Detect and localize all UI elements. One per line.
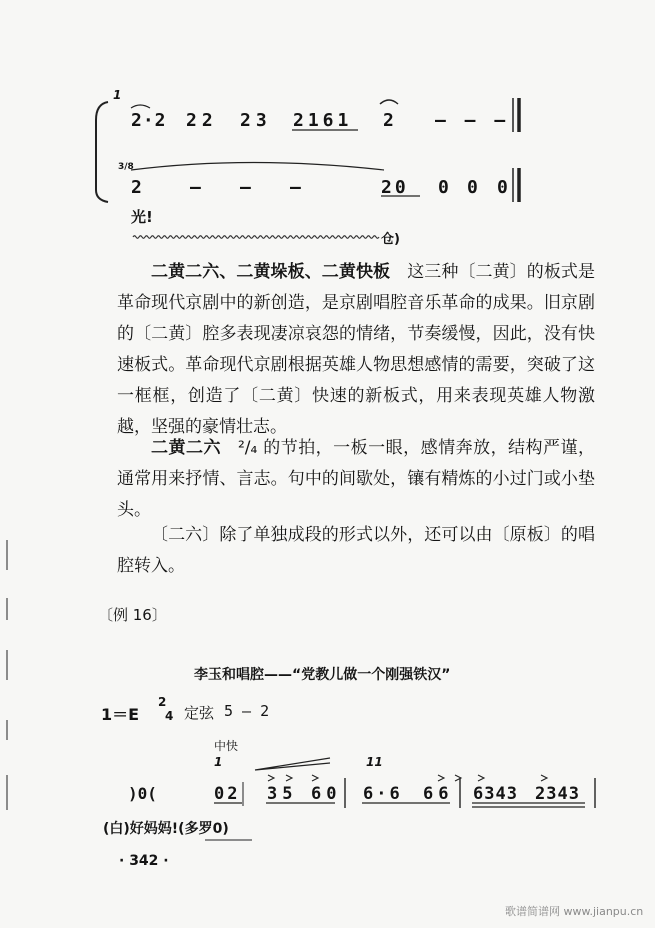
score-lyric: 光! bbox=[131, 208, 153, 226]
score-line-1-dashes: — — — bbox=[435, 110, 510, 131]
score-line-1-group-1: 2·2 bbox=[131, 110, 167, 131]
score-line-1-group-2: 22 bbox=[186, 110, 218, 131]
score-line-2-rest-3: 0 bbox=[497, 177, 508, 198]
paragraph-3 bbox=[117, 520, 595, 582]
score-bottom-group-7: 2343 bbox=[535, 784, 580, 804]
measure-mark: 1 bbox=[113, 88, 122, 102]
score-bottom-group-1: 02 bbox=[214, 784, 241, 804]
paragraph-3-text: 〔二六〕除了单独成段的形式以外，还可以由〔原板〕的唱腔转入。 bbox=[117, 525, 595, 576]
page-number: · 342 · bbox=[119, 853, 169, 869]
score-bottom-lyric: (白)好妈妈!(多罗0) bbox=[103, 821, 229, 837]
score-bottom-group-3: 60 bbox=[311, 784, 342, 804]
tie-mark bbox=[131, 163, 384, 171]
wavy-continuation-line bbox=[133, 236, 379, 239]
score-line-1-group-3: 23 bbox=[240, 110, 272, 131]
score-end-mark: 仓) bbox=[381, 232, 400, 247]
site-watermark: 歌谱简谱网 www.jianpu.cn bbox=[505, 905, 644, 918]
score-bottom-group-2: 35 bbox=[267, 784, 298, 804]
key-signature: 1＝E bbox=[101, 705, 140, 724]
score-line-2-dash-2: — bbox=[240, 177, 251, 198]
system-brace bbox=[96, 102, 108, 202]
measure-mark-1: 1 bbox=[214, 755, 223, 769]
score-line-2-rest-1: 0 bbox=[438, 177, 449, 198]
score-line-1-group-4: 2161 bbox=[293, 110, 353, 131]
measure-mark-2: 11 bbox=[366, 755, 383, 769]
paragraph-2-lead: 二黄二六 bbox=[151, 438, 221, 458]
meter-bottom: 4 bbox=[165, 709, 174, 723]
score-line-2-group-1: 2 bbox=[131, 177, 142, 198]
tuning-label: 定弦 bbox=[184, 704, 215, 722]
accent-marks bbox=[268, 775, 547, 781]
paragraph-1-lead: 二黄二六、二黄垛板、二黄快板 bbox=[151, 262, 391, 282]
crescendo-mark bbox=[255, 758, 330, 770]
score-bottom-group-6: 6343 bbox=[473, 784, 518, 804]
score-line-2-rest-2: 0 bbox=[467, 177, 478, 198]
meter-top: 2 bbox=[158, 695, 167, 709]
tuning-notes: 5 — 2 bbox=[224, 702, 270, 720]
paragraph-2-text: ²/₄ 的节拍，一板一眼，感情奔放，结构严谨，通常用来抒情、言志。句中的间歇处，镶有精炼的小过门或小垫头。 bbox=[117, 438, 596, 520]
score-line-2-dash-1: — bbox=[190, 177, 201, 198]
paragraph-1-text: 这三种〔二黄〕的板式是革命现代京剧中的新创造，是京剧唱腔音乐革命的成果。旧京剧的〔二黄〕腔多表现凄凉哀怨的情绪，节奏缓慢，因此，没有快速板式。革命现代京剧根据英雄人物思想感情的需要，突破了这一框框，创造了〔二黄〕快速的新板式，用来表现英雄人物激越，坚强的豪情壮志。 bbox=[117, 262, 596, 437]
time-signature: 3/8 bbox=[118, 162, 134, 172]
score-line-2-group-5: 20 bbox=[381, 177, 409, 198]
fermata-mark bbox=[380, 100, 398, 104]
score-lead-in: )0( bbox=[128, 784, 157, 803]
score-line-1-group-5: 2 bbox=[383, 110, 394, 131]
score-bottom-group-5: 66 bbox=[423, 784, 454, 804]
score-bottom-group-4: 6·6 bbox=[363, 784, 403, 804]
example-label: 〔例 16〕 bbox=[98, 606, 167, 624]
paragraph-1 bbox=[117, 257, 595, 443]
score-line-2-dash-3: — bbox=[290, 177, 301, 198]
tempo-marking: 中快 bbox=[214, 739, 239, 753]
paragraph-2 bbox=[117, 433, 595, 526]
song-title: 李玉和唱腔——“党教儿做一个刚强铁汉” bbox=[194, 667, 451, 683]
slur-mark bbox=[131, 105, 150, 108]
